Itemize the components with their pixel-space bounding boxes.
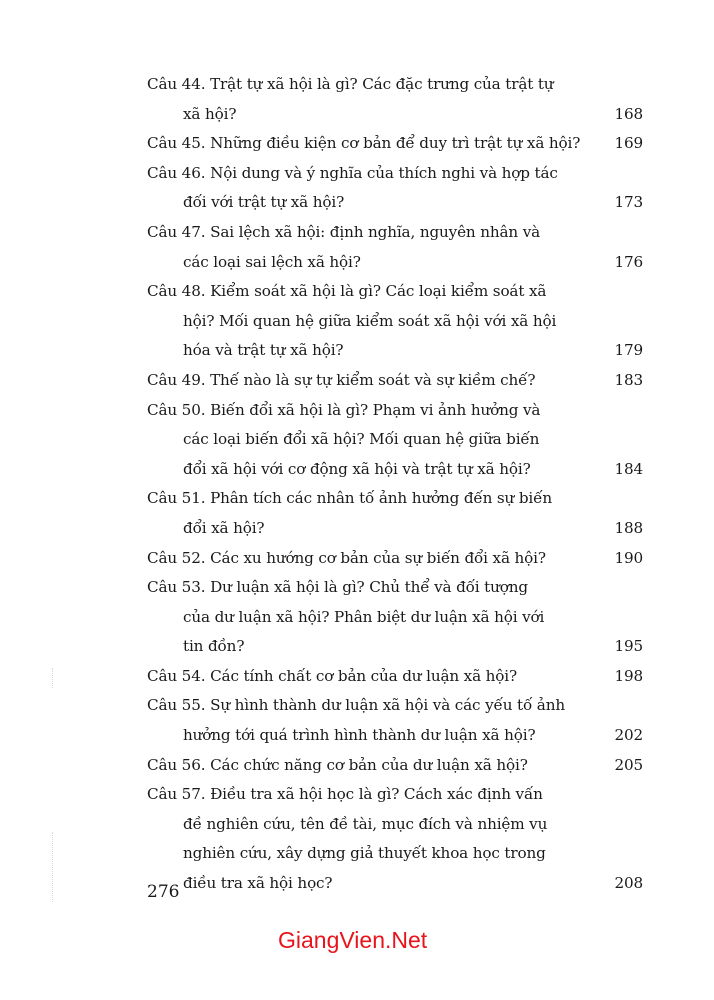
toc-entry-page: 202 xyxy=(614,726,643,745)
toc-entry-text: đổi xã hội? xyxy=(183,518,265,537)
toc-entry-page: 183 xyxy=(614,370,643,389)
scan-margin-artifact xyxy=(52,668,54,688)
toc-entry-title xyxy=(147,573,643,603)
toc-entry-page: 168 xyxy=(614,104,643,123)
toc-entry xyxy=(147,573,643,662)
toc-entry-continuation xyxy=(147,455,643,485)
toc-entry-page: 176 xyxy=(614,252,643,271)
toc-entry xyxy=(147,159,643,218)
toc-entry-text: của dư luận xã hội? Phân biệt dư luận xã hội với xyxy=(183,607,545,626)
toc-entry-text: hưởng tới quá trình hình thành dư luận xã hội? xyxy=(183,726,536,745)
page-number: 276 xyxy=(147,882,180,902)
toc-entry xyxy=(147,780,643,898)
toc-entry-text: Câu 52. Các xu hướng cơ bản của sự biến đổi xã hội? xyxy=(147,548,546,567)
toc-entry-title xyxy=(147,544,643,574)
toc-entry-continuation xyxy=(147,248,643,278)
toc-entry xyxy=(147,662,643,692)
toc-entry-text: Câu 56. Các chức năng cơ bản của dư luận xã hội? xyxy=(147,755,528,774)
toc-entry-page: 208 xyxy=(614,874,643,893)
toc-entry xyxy=(147,70,643,129)
toc-entry-title xyxy=(147,751,643,781)
toc-entry-text: hóa và trật tự xã hội? xyxy=(183,341,344,360)
toc-entry-text: đối với trật tự xã hội? xyxy=(183,193,345,212)
toc-entry-continuation xyxy=(147,336,643,366)
toc-entry-text: nghiên cứu, xây dựng giả thuyết khoa học trong xyxy=(183,844,546,863)
toc-entry-title xyxy=(147,396,643,426)
toc-entry-continuation xyxy=(147,869,643,899)
toc-entry-continuation xyxy=(147,188,643,218)
toc-entry-text: các loại sai lệch xã hội? xyxy=(183,252,361,271)
toc-entry-text: Câu 46. Nội dung và ý nghĩa của thích nghi và hợp tác xyxy=(147,163,558,182)
toc-entry-text: đề nghiên cứu, tên đề tài, mục đích và nhiệm vụ xyxy=(183,814,548,833)
toc-entry xyxy=(147,396,643,485)
toc-entry-title xyxy=(147,366,643,396)
scan-margin-artifact xyxy=(52,832,54,902)
toc-entry-page: 205 xyxy=(614,755,643,774)
toc-entry-title xyxy=(147,277,643,307)
toc-entry-text: các loại biến đổi xã hội? Mối quan hệ giữa biến xyxy=(183,430,540,449)
watermark: GiangVien.Net xyxy=(278,927,428,953)
toc-entry-page: 198 xyxy=(614,666,643,685)
toc-entry-continuation xyxy=(147,425,643,455)
toc-entry-title xyxy=(147,218,643,248)
toc-entry-text: Câu 57. Điều tra xã hội học là gì? Cách xác định vấn xyxy=(147,785,543,804)
toc-entry-title xyxy=(147,484,643,514)
toc-entry-page: 169 xyxy=(614,134,643,153)
toc-entry-text: Câu 47. Sai lệch xã hội: định nghĩa, nguyên nhân và xyxy=(147,222,541,241)
toc-entry-title xyxy=(147,691,643,721)
toc-entry-continuation xyxy=(147,603,643,633)
toc-entry-title xyxy=(147,129,643,159)
toc-entry-title xyxy=(147,780,643,810)
toc-entry-text: xã hội? xyxy=(183,104,237,123)
toc-entry-text: Câu 53. Dư luận xã hội là gì? Chủ thể và đối tượng xyxy=(147,578,528,597)
toc-entry xyxy=(147,218,643,277)
toc-entry xyxy=(147,691,643,750)
toc-entry-page: 179 xyxy=(614,341,643,360)
table-of-contents xyxy=(147,70,643,899)
toc-entry xyxy=(147,751,643,781)
toc-entry-continuation xyxy=(147,810,643,840)
toc-entry-title xyxy=(147,70,643,100)
toc-entry-title xyxy=(147,159,643,189)
toc-entry-text: Câu 50. Biến đổi xã hội là gì? Phạm vi ảnh hưởng và xyxy=(147,400,541,419)
toc-entry-continuation xyxy=(147,632,643,662)
toc-entry-page: 195 xyxy=(614,637,643,656)
toc-entry-text: điều tra xã hội học? xyxy=(183,874,333,893)
toc-entry-continuation xyxy=(147,721,643,751)
toc-entry-title xyxy=(147,662,643,692)
toc-entry-text: Câu 54. Các tính chất cơ bản của dư luận xã hội? xyxy=(147,666,517,685)
toc-entry-page: 188 xyxy=(614,518,643,537)
toc-entry-text: Câu 55. Sự hình thành dư luận xã hội và các yếu tố ảnh xyxy=(147,696,565,715)
toc-entry-continuation xyxy=(147,307,643,337)
toc-entry xyxy=(147,129,643,159)
toc-entry-continuation xyxy=(147,514,643,544)
toc-entry-continuation xyxy=(147,839,643,869)
toc-entry-text: hội? Mối quan hệ giữa kiểm soát xã hội với xã hội xyxy=(183,311,557,330)
toc-entry-text: Câu 49. Thế nào là sự tự kiểm soát và sự kiềm chế? xyxy=(147,370,536,389)
toc-entry xyxy=(147,484,643,543)
toc-entry xyxy=(147,366,643,396)
toc-entry-page: 190 xyxy=(614,548,643,567)
toc-entry-text: Câu 44. Trật tự xã hội là gì? Các đặc trưng của trật tự xyxy=(147,75,554,93)
toc-entry-page: 184 xyxy=(614,459,643,478)
toc-entry-text: Câu 48. Kiểm soát xã hội là gì? Các loại kiểm soát xã xyxy=(147,282,547,301)
toc-entry-continuation xyxy=(147,100,643,130)
toc-entry-text: Câu 51. Phân tích các nhân tố ảnh hưởng đến sự biến xyxy=(147,489,552,508)
toc-entry-text: đổi xã hội với cơ động xã hội và trật tự xã hội? xyxy=(183,459,531,478)
toc-entry xyxy=(147,277,643,366)
toc-entry-page: 173 xyxy=(614,193,643,212)
toc-entry xyxy=(147,544,643,574)
toc-entry-text: Câu 45. Những điều kiện cơ bản để duy trì trật tự xã hội? xyxy=(147,134,581,153)
toc-entry-text: tin đồn? xyxy=(183,637,245,656)
